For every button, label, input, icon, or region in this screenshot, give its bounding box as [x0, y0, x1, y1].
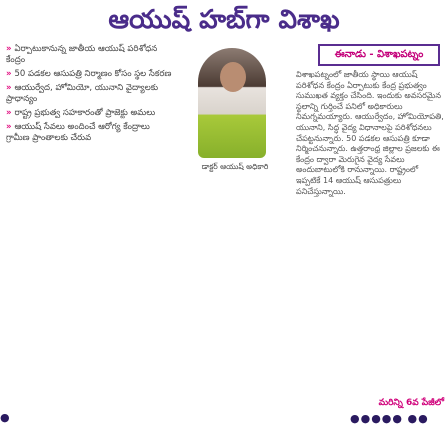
- decorative-dot: ●: [0, 411, 10, 424]
- highlight-item: » ఆయుర్వేద, హోమియో, యునాని వైద్యాలకు ప్రాధాన్యం: [6, 83, 159, 104]
- portrait-face: [220, 62, 246, 92]
- article-body: విశాఖపట్నంలో జాతీయ స్థాయి ఆయుష్ పరిశోధన కేంద్రం ఏర్పాటుకు కేంద్ర ప్రభుత్వం సుముఖత వ్యక్తం చేసింది. ఇందుకు అవసరమైన స్థలాన్ని గుర్తించే పనిలో అధికారులు నిమగ్నమయ్యారు. ఆయుర్వేదం, హోమియోపతి, యునాని, సిద్ధ వైద్య విధానాలపై పరిశోధనలు చేపట్టనున్నారు. 50 పడకల ఆసుపత్రి కూడా నిర్మించనున్నారు. ఉత్తరాంధ్ర జిల్లాల ప్రజలకు ఈ కేంద్రం ద్వారా మెరుగైన వైద్య సేవలు అందుబాటులోకి రానున్నాయి. రాష్ట్రంలో ఇప్పటికే 14 ఆయుష్ ఆసుపత్రులు పనిచేస్తున్నాయి.: [296, 70, 444, 196]
- highlight-item: » రాష్ట్ర ప్రభుత్వ సహకారంతో ప్రాజెక్టు అమలు: [6, 108, 156, 118]
- highlight-item: » ఆయుష్ సేవలు అందించే ఆరోగ్య కేంద్రాలు గ్రామీణ ప్రాంతాలకు చేరువ: [6, 122, 150, 143]
- article-column: [296, 44, 444, 197]
- highlight-item: » ఏర్పాటుకానున్న జాతీయ ఆయుష్ పరిశోధన కేంద్రం: [6, 44, 158, 65]
- photo-block: [176, 44, 294, 184]
- highlights-column: [6, 44, 174, 147]
- headline: ఆయుష్ హబ్‌గా విశాఖ: [108, 5, 340, 35]
- photo-caption: డాక్టర్ ఆయుష్ అధికారి: [201, 162, 269, 171]
- decorative-dots: ●●●●● ●●: [350, 412, 429, 425]
- continuation-note: మరిన్ని 6వ పేజీలో: [378, 398, 444, 408]
- byline-box: ఈనాడు - విశాఖపట్నం: [318, 44, 440, 66]
- highlight-item: » 50 పడకల ఆసుపత్రి నిర్మాణం కోసం స్థల సేకరణ: [6, 69, 172, 79]
